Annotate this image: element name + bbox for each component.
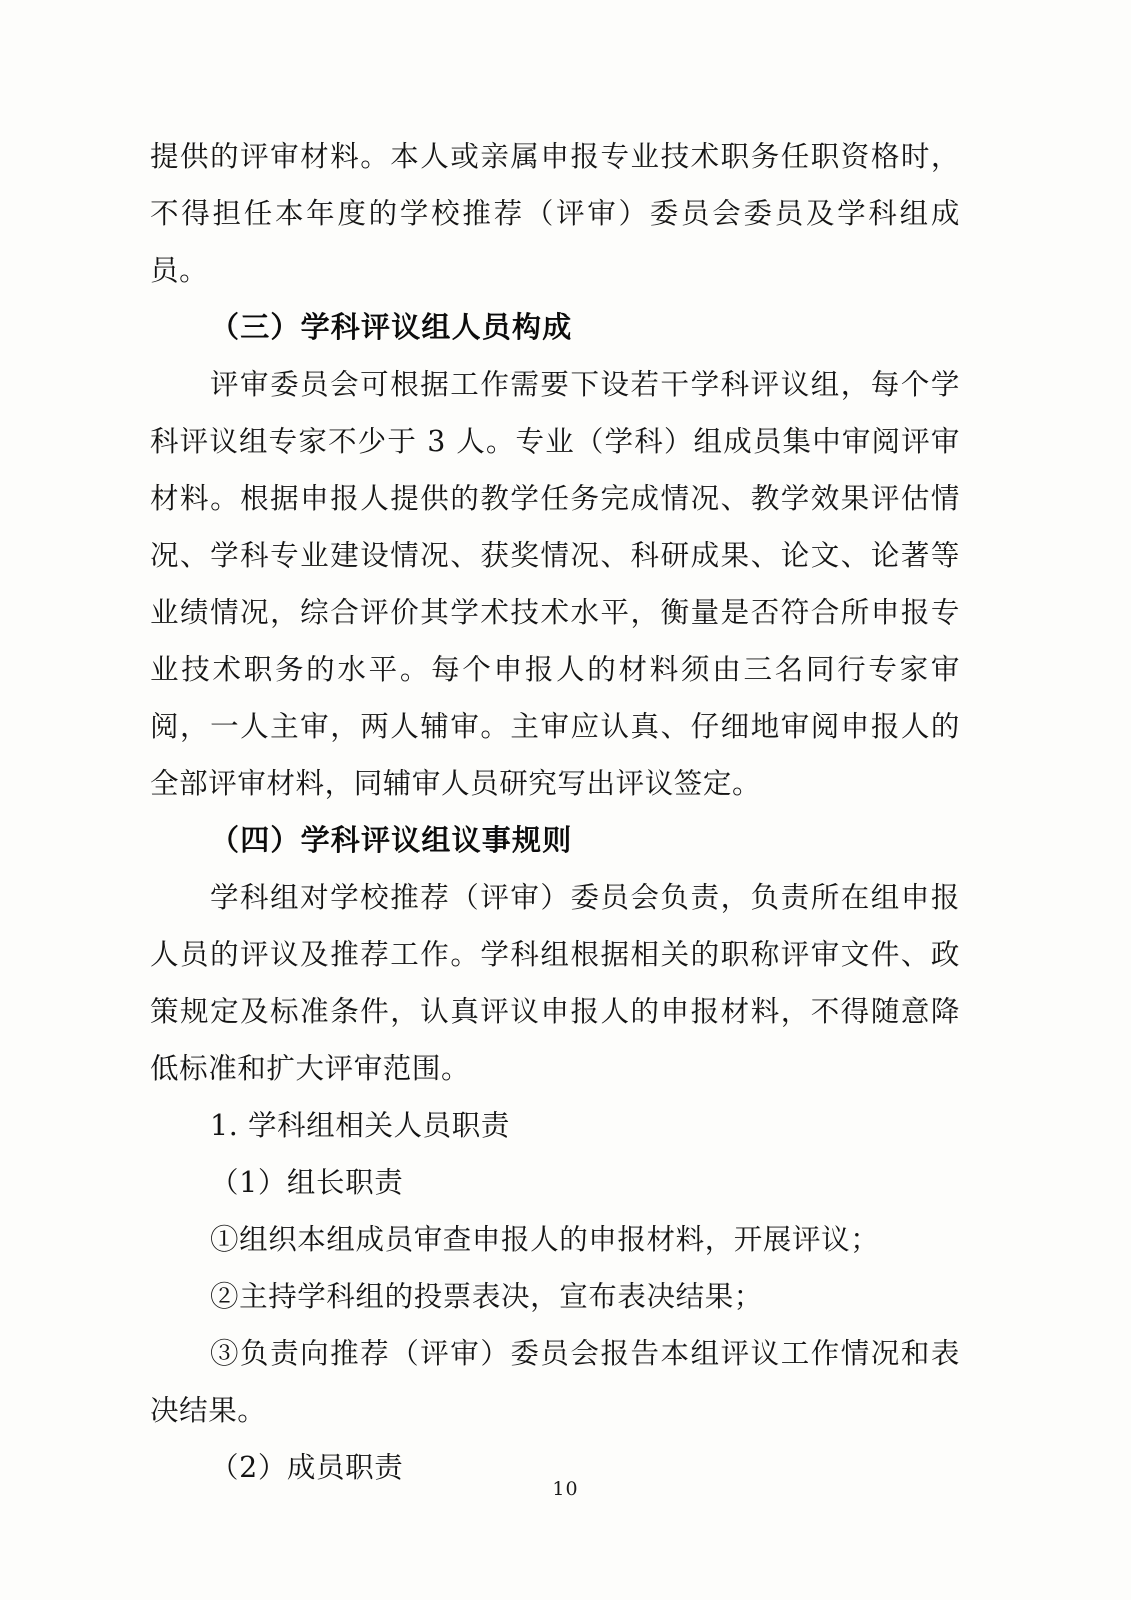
list-item-1-2: （2）成员职责 — [210, 1451, 404, 1484]
list-item-1-1-c: ③负责向推荐（评审）委员会报告本组评议工作情况和表决结果。 — [150, 1337, 960, 1427]
section-heading-three: （三）学科评议组人员构成 — [210, 310, 573, 344]
list-item-1-1-a: ①组织本组成员审查申报人的申报材料，开展评议； — [210, 1223, 880, 1256]
paragraph-continued: 提供的评审材料。本人或亲属申报专业技术职务任职资格时，不得担任本年度的学校推荐（评审）委员会委员及学科组成员。 — [150, 140, 960, 287]
page-body — [150, 128, 960, 1496]
list-item-1: 1. 学科组相关人员职责 — [210, 1109, 510, 1142]
paragraph-composition: 评审委员会可根据工作需要下设若干学科评议组，每个学科评议组专家不少于 3 人。专业（学科）组成员集中审阅评审材料。根据申报人提供的教学任务完成情况、教学效果评估情况、学科专业建设情况、获奖情况、科研成果、论文、论著等业绩情况，综合评价其学术技术水平，衡量是否符合所申报专业技术职务的水平。每个申报人的材料须由三名同行专家审阅，一人主审，两人辅审。主审应认真、仔细地审阅申报人的全部评审材料，同辅审人员研究写出评议签定。 — [150, 368, 960, 800]
page-number: 10 — [552, 1478, 579, 1500]
list-item-1-1: （1）组长职责 — [210, 1166, 404, 1199]
list-item-1-1-b: ②主持学科组的投票表决，宣布表决结果； — [210, 1280, 763, 1313]
section-heading-four: （四）学科评议组议事规则 — [210, 823, 573, 857]
paragraph-rules: 学科组对学校推荐（评审）委员会负责，负责所在组申报人员的评议及推荐工作。学科组根据相关的职称评审文件、政策规定及标准条件，认真评议申报人的申报材料，不得随意降低标准和扩大评审范围。 — [150, 881, 960, 1085]
